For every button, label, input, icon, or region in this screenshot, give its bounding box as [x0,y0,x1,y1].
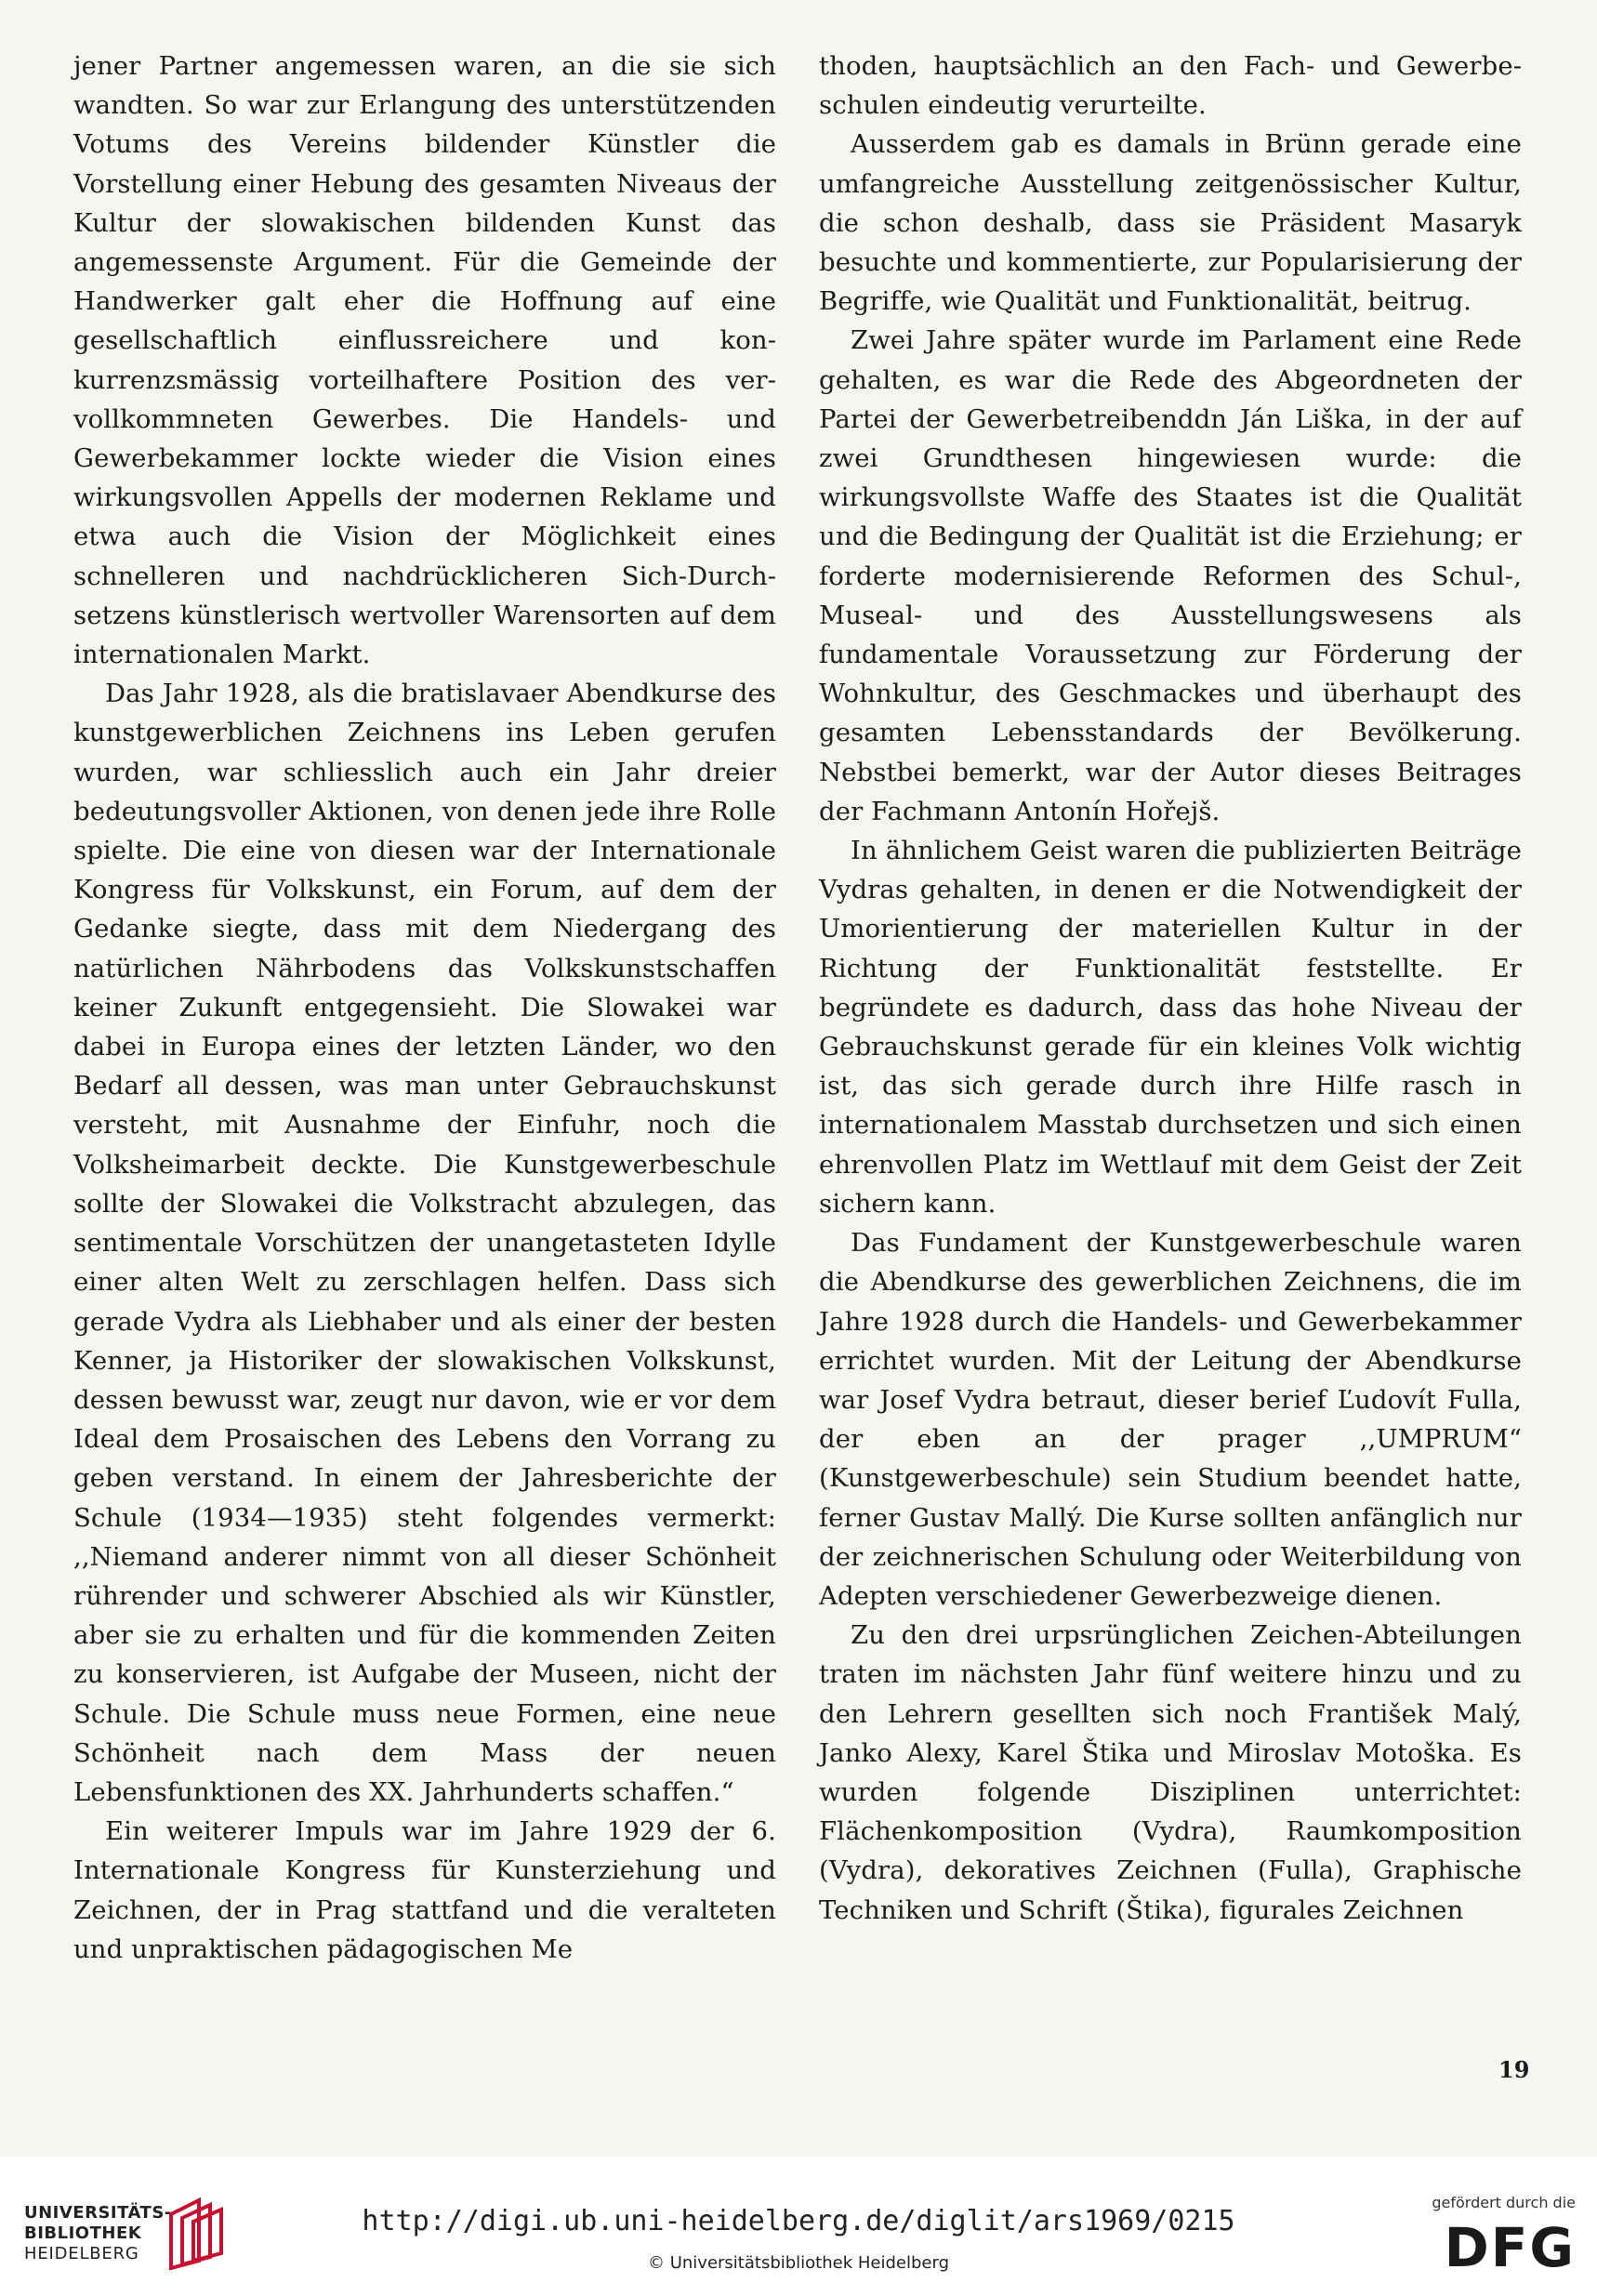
paragraph: Ausserdem gab es damals in Brünn gerade eine umfangreiche Ausstellung zeitgenössischer Kultur, die schon deshalb, dass sie Präsident Masaryk besuchte und kommentierte, zur Popularisierung der Begriffe, wie Qualität und Funktionalität, beitrug. [819,129,1522,317]
permalink-link[interactable]: http://digi.ub.uni-heidelberg.de/diglit/ars1969/0215 [362,2205,1235,2237]
paragraph: jener Partner angemessen waren, an die sie sich wandten. So war zur Erlangung des unterstützenden Votums des Vereins bildender Künstler die Vorstellung einer Hebung des gesamten Niveaus der Kultur der slowakischen bildenden Kunst das angemessenste Argument. Für die Gemeinde der Handwerker galt eher die Hoffnung auf eine gesellschaftlich einflussreichere und konkurrenzsmässig vorteilhaftere Position des vervollkommneten Gewerbes. Die Handels- und Gewerbekammer lockte wieder die Vision eines wirkungsvollen Appells der modernen Reklame und etwa auch die Vision der Möglichkeit eines schnelleren und nachdrücklicheren Sich-Durchsetzens künstlerisch wertvoller Warensorten auf dem internationalen Markt. [73,51,776,670]
page-number: 19 [1498,2056,1530,2083]
dfg-logo[interactable] [1418,2194,1576,2287]
digitization-footer [0,2157,1597,2296]
copyright-notice: © Universitätsbibliothek Heidelberg [647,2253,949,2273]
right-text-column [819,46,1522,1930]
library-name-line: HEIDELBERG [24,2244,139,2263]
left-text-column [73,46,776,1969]
paragraph: Ein weiterer Impuls war im Jahre 1929 der 6. Internationale Kongress für Kunsterziehung und Zeichnen, der in Prag stattfand und die veralteten und unpraktischen pädagogischen Me [73,1816,776,1964]
paragraph: Das Fundament der Kunstgewerbeschule waren die Abendkurse des gewerblichen Zeichnens, die im Jahre 1928 durch die Handels- und Gewerbekammer errichtet wurden. Mit der Leitung der Abendkurse war Josef Vydra betraut, dieser berief Ľudovít Fulla, der eben an der prager ,,UMPRUM“ (Kunstgewerbeschule) sein Studium beendet hatte, ferner Gustav Mallý. Die Kurse sollten anfänglich nur der zeichnerischen Schulung oder Weiterbildung von Adepten verschiedener Gewerbezweige dienen. [819,1228,1522,1611]
library-name-line: UNIVERSITÄTS- [24,2203,172,2223]
dfg-wordmark: DFG [1444,2216,1576,2279]
paragraph: Zwei Jahre später wurde im Parlament eine Rede gehalten, es war die Rede des Abgeordneten der Partei der Gewerbetreibenddn Ján Liška, in der auf zwei Grundthesen hingewiesen wurde: die wirkungsvollste Waffe des Staates ist die Qualität und die Bedingung der Qualität ist die Erziehung; er forderte modernisierende Reformen des Schul-, Museal- und des Ausstellungswesens als fundamentale Voraussetzung zur Förderung der Wohnkultur, des Geschmackes und überhaupt des gesamten Lebensstandards der Bevölkerung. Nebstbei bemerkt, war der Autor dieses Beitrages der Fachmann Antonín Hořejš. [819,325,1522,826]
library-name-line: BIBLIOTHEK [24,2223,142,2243]
funding-label: gefördert durch die [1432,2194,1576,2211]
paragraph: thoden, hauptsächlich an den Fach- und Gewerbeschulen eindeutig verurteilte. [819,51,1522,121]
paragraph: Das Jahr 1928, als die bratislavaer Abendkurse des kunstgewerblichen Zeichnens ins Leben gerufen wurden, war schliesslich auch ein Jahr dreier bedeutungsvoller Aktionen, von denen jede ihre Rolle spielte. Die eine von diesen war der Internationale Kongress für Volkskunst, ein Forum, auf dem der Gedanke siegte, dass mit dem Niedergang des natürlichen Nährbodens das Volkskunstschaffen keiner Zukunft entgegensieht. Die Slowakei war dabei in Europa eines der letzten Länder, wo den Bedarf all dessen, was man unter Gebrauchskunst versteht, mit Ausnahme der Einfuhr, noch die Volksheimarbeit deckte. Die Kunstgewerbeschule sollte der Slowakei die Volkstracht abzulegen, das sentimentale Vorschützen der unangetasteten Idylle einer alten Welt zu zerschlagen helfen. Dass sich gerade Vydra als Liebhaber und als einer der besten Kenner, ja Historiker der slowakischen Volkskunst, dessen bewusst war, zeugt nur davon, wie er vor dem Ideal dem Prosaischen des Lebens den Vorrang zu geben verstand. In einem der Jahresberichte der Schule (1934—1935) steht folgendes vermerkt: ,,Niemand anderer nimmt von all dieser Schönheit rührender und schwerer Abschied als wir Künstler, aber sie zu erhalten und für die kommenden Zeiten zu konservieren, ist Aufgabe der Museen, nicht der Schule. Die Schule muss neue Formen, eine neue Schönheit nach dem Mass der neuen Lebensfunktionen des XX. Jahrhunderts schaffen.“ [73,679,776,1807]
paragraph: Zu den drei urpsrünglichen Zeichen-Abteilungen traten im nächsten Jahr fünf weitere hinzu und zu den Lehrern gesellten sich noch František Malý, Janko Alexy, Karel Štika und Miroslav Motoška. Es wurden folgende Disziplinen unterrichtet: Flächenkomposition (Vydra), Raumkomposition (Vydra), dekoratives Zeichnen (Fulla), Graphische Techniken und Schrift (Štika), figurales Zeichnen [819,1620,1522,1925]
paragraph: In ähnlichem Geist waren die publizierten Beiträge Vydras gehalten, in denen er die Notwendigkeit der Umorientierung der materiellen Kultur in der Richtung der Funktionalität feststellte. Er begründete es dadurch, dass das hohe Niveau der Gebrauchskunst gerade für ein kleines Volk wichtig ist, das sich gerade durch ihre Hilfe rasch in internationalem Masstab durchsetzen und sich einen ehrenvollen Platz im Wettlauf mit dem Geist der Zeit sichern kann. [819,836,1522,1219]
